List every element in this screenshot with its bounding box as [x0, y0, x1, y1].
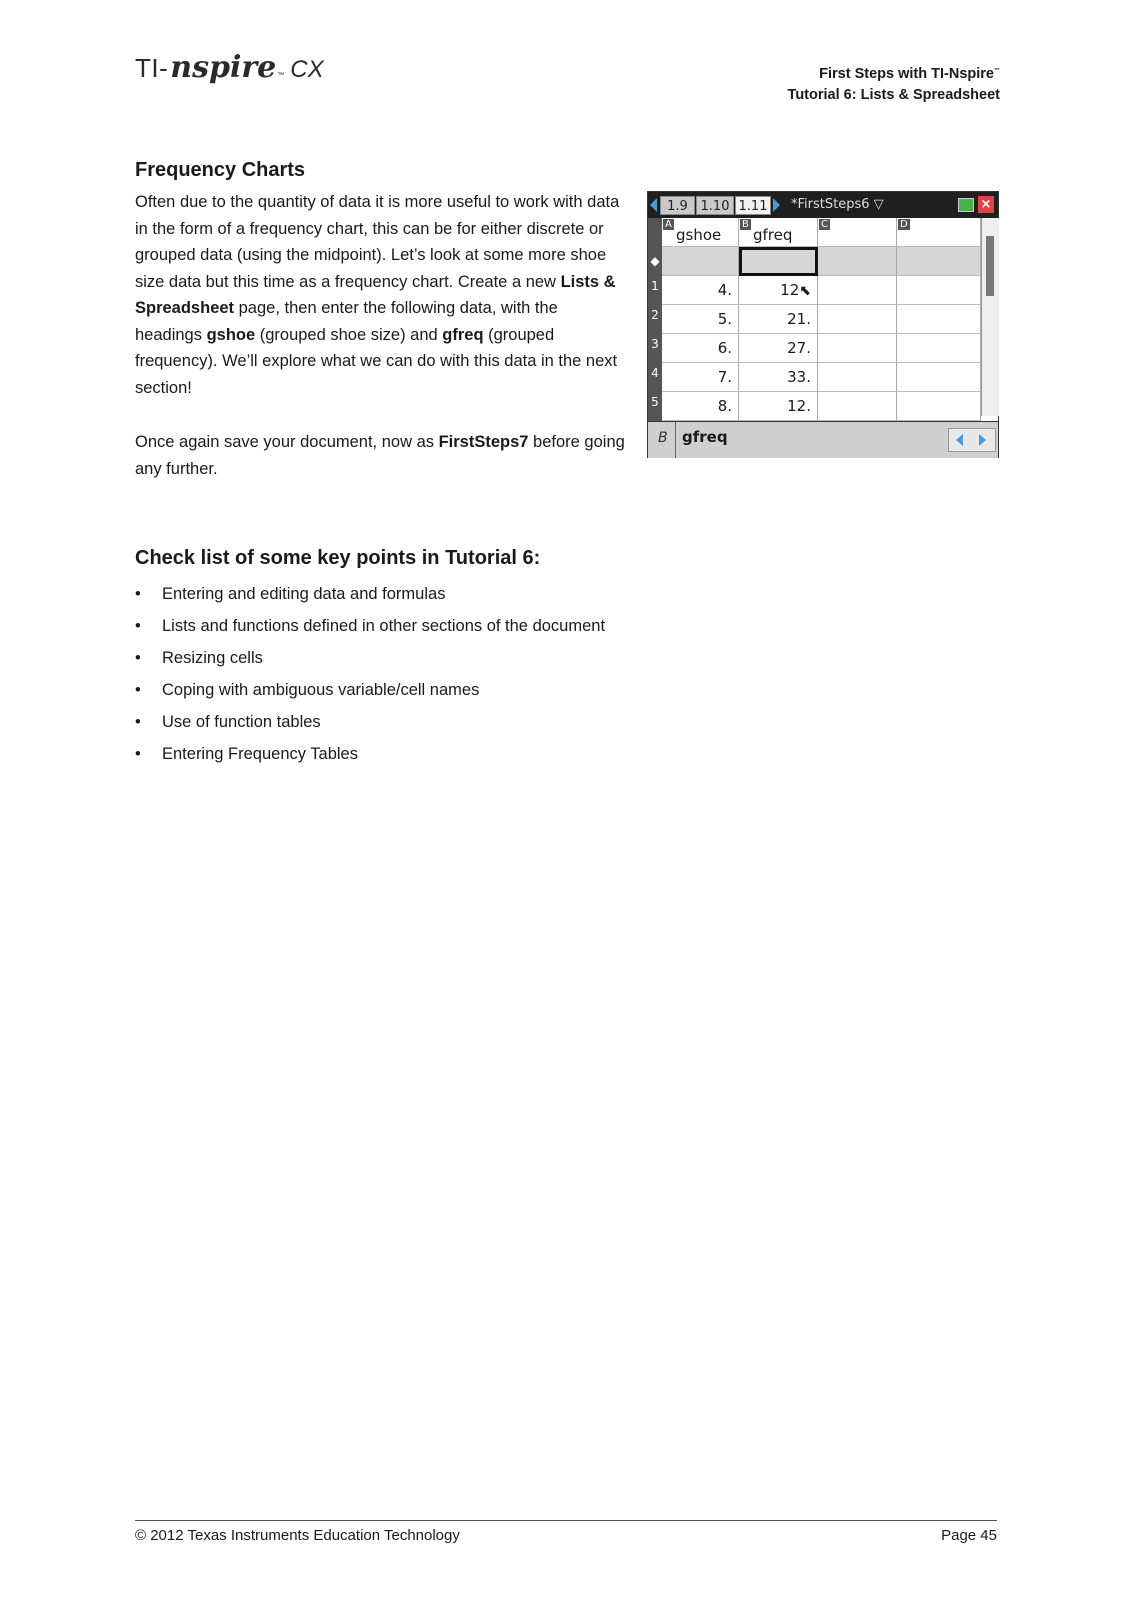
cell-c4 — [818, 363, 897, 392]
entry-column-label: B — [658, 430, 668, 446]
cell-d1 — [897, 276, 981, 305]
formula-cell-d — [897, 247, 981, 276]
cell-b1: 12⬉ — [739, 276, 818, 305]
cell-b5: 12. — [739, 392, 818, 421]
cell-a1: 4. — [662, 276, 739, 305]
mouse-cursor-icon: ⬉ — [799, 283, 811, 299]
column-header-b: B gfreq — [739, 218, 818, 247]
cell-d3 — [897, 334, 981, 363]
cell-a5: 8. — [662, 392, 739, 421]
header-title-line1: First Steps with TI-Nspire™ — [819, 65, 1000, 82]
scrollbar-thumb — [986, 236, 994, 296]
formula-cell-c — [818, 247, 897, 276]
section-title-frequency-charts: Frequency Charts — [135, 159, 306, 181]
cell-a3: 6. — [662, 334, 739, 363]
footer-copyright: © 2012 Texas Instruments Education Technology — [135, 1527, 460, 1544]
tab-scroll-left-icon — [650, 198, 657, 212]
cell-a2: 5. — [662, 305, 739, 334]
close-icon: × — [978, 196, 994, 213]
paragraph-intro: Often due to the quantity of data it is more useful to work with data in the form of a frequency chart, this can be for either discrete or grouped data (using the midpoint). Let’s look at some more shoe size data but this time as a frequency chart. Create a new Lists & Spreadsheet page, then enter the following data, with the headings gshoe (grouped shoe size) and gfreq (grouped frequency). We’ll explore what we can do with this data in the next section! — [135, 193, 620, 397]
cell-b2: 21. — [739, 305, 818, 334]
logo-ti: TI- — [135, 53, 169, 83]
cell-b4: 33. — [739, 363, 818, 392]
entry-divider — [675, 422, 676, 458]
row-number: 1 — [648, 276, 662, 305]
row-number: 4 — [648, 363, 662, 392]
corner-cell — [648, 218, 662, 247]
list-item: • Resizing cells — [135, 649, 263, 667]
list-item: • Coping with ambiguous variable/cell names — [135, 681, 480, 699]
calculator-tab-bar — [648, 192, 998, 218]
cell-d2 — [897, 305, 981, 334]
page-tab-1-9: 1.9 — [660, 196, 695, 215]
arrow-left-icon — [956, 434, 963, 446]
section-title-checklist: Check list of some key points in Tutorial 6: — [135, 547, 541, 569]
logo-trademark: ™ — [277, 72, 285, 79]
running-header — [788, 61, 1000, 106]
page-tab-1-11: 1.11 — [735, 196, 771, 215]
ti-nspire-cx-logo — [135, 50, 324, 90]
entry-line — [648, 421, 998, 458]
formula-cell-b-selected — [739, 247, 818, 276]
vertical-scrollbar — [981, 218, 999, 416]
list-item: • Lists and functions defined in other sections of the document — [135, 617, 606, 635]
cell-c1 — [818, 276, 897, 305]
arrow-right-icon — [979, 434, 986, 446]
row-number: 5 — [648, 392, 662, 421]
entry-text: gfreq — [682, 428, 728, 446]
row-number: 3 — [648, 334, 662, 363]
tab-scroll-right-icon — [773, 198, 780, 212]
cell-d4 — [897, 363, 981, 392]
entry-nav-arrows — [948, 428, 996, 452]
formula-cell-a — [662, 247, 739, 276]
key-points-list — [135, 584, 605, 776]
cell-d5 — [897, 392, 981, 421]
dropdown-chevron-icon: ▽ — [873, 197, 884, 212]
cell-c5 — [818, 392, 897, 421]
logo-cx: CX — [290, 56, 324, 83]
battery-icon — [958, 198, 974, 212]
row-number: 2 — [648, 305, 662, 334]
list-item: • Entering Frequency Tables — [135, 745, 358, 763]
column-header-a: A gshoe — [662, 218, 739, 247]
footer-page-number: Page 45 — [941, 1527, 997, 1544]
formula-row-marker: ◆ — [648, 247, 662, 276]
logo-nspire: nspire — [170, 50, 277, 85]
header-title-line2: Tutorial 6: Lists & Spreadsheet — [787, 86, 1000, 103]
column-header-c: C — [818, 218, 897, 247]
cell-c2 — [818, 305, 897, 334]
paragraph-save: Once again save your document, now as FirstSteps7 before going any further. — [135, 433, 625, 478]
cell-a4: 7. — [662, 363, 739, 392]
list-item: • Entering and editing data and formulas — [135, 585, 446, 603]
list-item: • Use of function tables — [135, 713, 321, 731]
column-header-d: D — [897, 218, 981, 247]
cell-c3 — [818, 334, 897, 363]
footer-divider — [135, 1520, 997, 1521]
page-tab-1-10: 1.10 — [696, 196, 734, 215]
cell-b3: 27. — [739, 334, 818, 363]
document-name: *FirstSteps6 ▽ — [791, 197, 884, 212]
calculator-screenshot — [647, 191, 999, 458]
